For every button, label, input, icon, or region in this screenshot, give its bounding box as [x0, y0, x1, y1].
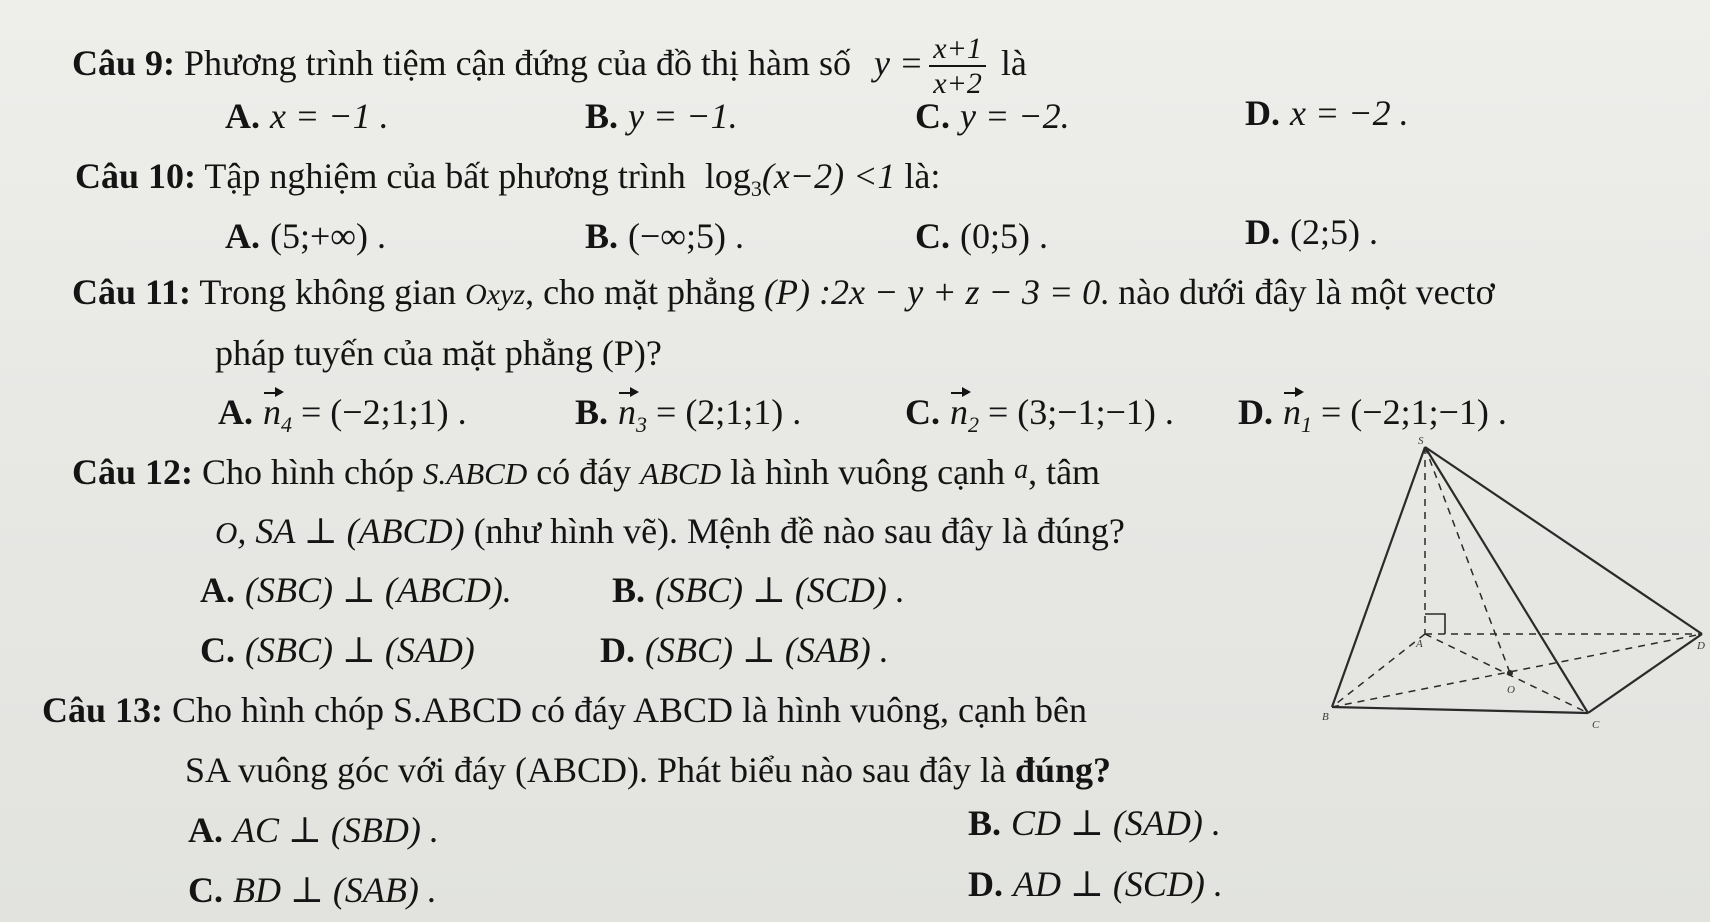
question-11-text-1: Trong không gian — [199, 272, 457, 312]
q9-option-a[interactable] — [225, 98, 389, 134]
question-11-text-2: , cho mặt phẳng — [525, 272, 756, 312]
q13-option-a[interactable] — [188, 812, 439, 848]
log-base: 3 — [750, 176, 762, 202]
diagonal-BD — [1332, 634, 1702, 707]
question-13-line-1: Cho hình chóp S.ABCD có đáy ABCD là hình vuông, cạnh bên — [172, 690, 1087, 730]
q12-option-a[interactable] — [200, 572, 512, 608]
q9-option-b[interactable] — [585, 98, 738, 134]
option-text: = (2;1;1) . — [647, 392, 802, 432]
question-12-text-1: Cho hình chóp — [202, 452, 415, 492]
q11-option-a[interactable] — [218, 394, 467, 436]
edge-SD — [1425, 447, 1702, 634]
vector-subscript: 3 — [636, 412, 648, 438]
question-12-text-3: là hình vuông cạnh — [730, 452, 1006, 492]
question-10-label: Câu 10: — [75, 156, 197, 196]
vector-n: n — [618, 392, 637, 432]
q12-option-d[interactable] — [600, 632, 889, 668]
center-o: O — [215, 515, 238, 550]
log-expression — [704, 156, 896, 202]
option-text: x = −1 . — [270, 96, 389, 136]
vector-n: n — [950, 392, 968, 432]
log-argument: (x−2) <1 — [761, 156, 896, 196]
option-letter: A. — [218, 392, 253, 432]
vector-subscript: 4 — [281, 412, 292, 438]
question-11-line-2: pháp tuyến của mặt phẳng (P)? — [215, 333, 662, 373]
fraction-denominator: x+2 — [933, 67, 982, 100]
question-10 — [75, 158, 940, 200]
q12-option-b[interactable] — [612, 572, 905, 608]
option-text: (−∞;5) . — [628, 216, 744, 256]
question-12-text-2: có đáy — [536, 452, 632, 492]
question-12 — [72, 454, 1100, 490]
option-letter: C. — [188, 870, 223, 910]
q11-option-d[interactable] — [1238, 394, 1507, 436]
option-text: (SBC) ⊥ (SCD) . — [655, 570, 905, 610]
option-text: BD ⊥ (SAB) . — [233, 870, 437, 910]
option-letter: B. — [612, 570, 646, 610]
option-letter: C. — [200, 630, 235, 670]
q13-option-b[interactable] — [968, 805, 1221, 841]
option-text: = (−2;1;1) . — [292, 392, 467, 432]
label-B: B — [1322, 711, 1329, 723]
log-word: log — [704, 156, 751, 196]
vector-n: n — [1283, 392, 1301, 432]
q11-option-b[interactable] — [575, 394, 801, 436]
vector-subscript: 2 — [968, 412, 979, 438]
option-text: x = −2 . — [1290, 93, 1409, 133]
option-letter: B. — [585, 96, 619, 136]
edge-SB — [1332, 447, 1425, 707]
label-D: D — [1697, 640, 1705, 652]
option-text: CD ⊥ (SAD) . — [1011, 803, 1221, 843]
question-9-tail: là — [1000, 43, 1027, 84]
option-letter: A. — [188, 810, 223, 850]
option-text: y = −1. — [628, 96, 738, 136]
option-text: (SBC) ⊥ (SAD) — [245, 630, 475, 670]
question-10-text: Tập nghiệm của bất phương trình — [204, 156, 686, 196]
option-text: = (−2;1;−1) . — [1312, 392, 1507, 432]
option-text: AC ⊥ (SBD) . — [233, 810, 439, 850]
option-text: (0;5) . — [960, 216, 1048, 256]
edge-BC — [1332, 707, 1588, 713]
q10-option-b[interactable] — [585, 218, 744, 254]
question-9-text: Phương trình tiệm cận đứng của đồ thị hàm số — [184, 43, 851, 84]
vector-subscript: 1 — [1301, 412, 1312, 438]
option-text: (2;5) . — [1290, 212, 1378, 252]
option-text: = (3;−1;−1) . — [979, 392, 1174, 432]
q10-option-c[interactable] — [915, 218, 1048, 254]
option-letter: A. — [225, 216, 260, 256]
option-letter: D. — [1245, 93, 1280, 133]
q13-option-c[interactable] — [188, 872, 437, 908]
option-text: (SBC) ⊥ (SAB) . — [645, 630, 889, 670]
q9-option-c[interactable] — [915, 98, 1070, 134]
option-text: (5;+∞) . — [270, 216, 386, 256]
q13-option-d[interactable] — [968, 866, 1223, 902]
segment-SO — [1425, 447, 1510, 673]
fraction — [929, 32, 986, 102]
question-12-line-2 — [215, 513, 1125, 549]
edge-SC — [1425, 447, 1588, 713]
option-letter: B. — [968, 803, 1002, 843]
question-12-text-5: (như hình vẽ). Mệnh đề nào sau đây là đúng? — [473, 511, 1125, 551]
question-10-tail: là: — [904, 156, 941, 196]
label-C: C — [1592, 719, 1600, 731]
coordinate-space: Oxyz — [465, 278, 526, 311]
fraction-numerator: x+1 — [929, 32, 986, 67]
q9-option-d[interactable] — [1245, 95, 1409, 131]
option-letter: D. — [600, 630, 635, 670]
plane-equation: (P) :2x − y + z − 3 = 0 — [764, 272, 1101, 312]
question-12-text-4: , tâm — [1028, 452, 1101, 492]
q10-option-d[interactable] — [1245, 214, 1378, 250]
q12-option-c[interactable] — [200, 632, 475, 668]
option-letter: D. — [1245, 212, 1280, 252]
question-13-line-2 — [185, 752, 1111, 788]
center-point — [1507, 670, 1513, 676]
question-13 — [42, 692, 1087, 728]
perpendicular-condition: , SA ⊥ (ABCD) — [237, 511, 465, 551]
question-13-label: Câu 13: — [42, 690, 164, 730]
option-letter: B. — [585, 216, 619, 256]
pyramid-name: S.ABCD — [423, 456, 528, 491]
option-letter: C. — [915, 96, 950, 136]
q10-option-a[interactable] — [225, 218, 386, 254]
question-13-emphasis: đúng? — [1014, 750, 1112, 790]
label-A: A — [1416, 638, 1423, 650]
side-length: a — [1014, 454, 1029, 485]
option-letter: B. — [575, 392, 609, 432]
option-letter: D. — [968, 864, 1003, 904]
question-11-label: Câu 11: — [72, 272, 192, 312]
question-12-label: Câu 12: — [72, 452, 194, 492]
question-9 — [72, 32, 1027, 102]
right-angle-mark — [1425, 614, 1445, 634]
label-S: S — [1418, 435, 1424, 447]
option-letter: A. — [225, 96, 260, 136]
question-13-text: SA vuông góc với đáy (ABCD). Phát biểu nào sau đây là — [185, 750, 1006, 790]
label-O: O — [1507, 684, 1515, 696]
option-letter: D. — [1238, 392, 1273, 432]
option-text: AD ⊥ (SCD) . — [1013, 864, 1223, 904]
question-9-label: Câu 9: — [72, 43, 176, 84]
option-text: y = −2. — [960, 96, 1070, 136]
option-letter: A. — [200, 570, 235, 610]
question-11 — [72, 274, 1495, 310]
pyramid-figure — [1320, 435, 1710, 745]
question-11-text-3: . nào dưới đây là một vectơ — [1100, 272, 1495, 312]
option-letter: C. — [905, 392, 940, 432]
option-letter: C. — [915, 216, 950, 256]
base-name: ABCD — [640, 456, 722, 491]
option-text: (SBC) ⊥ (ABCD). — [245, 570, 512, 610]
q11-option-c[interactable] — [905, 394, 1174, 436]
vector-n: n — [263, 392, 281, 432]
function-y: y = — [873, 43, 924, 84]
